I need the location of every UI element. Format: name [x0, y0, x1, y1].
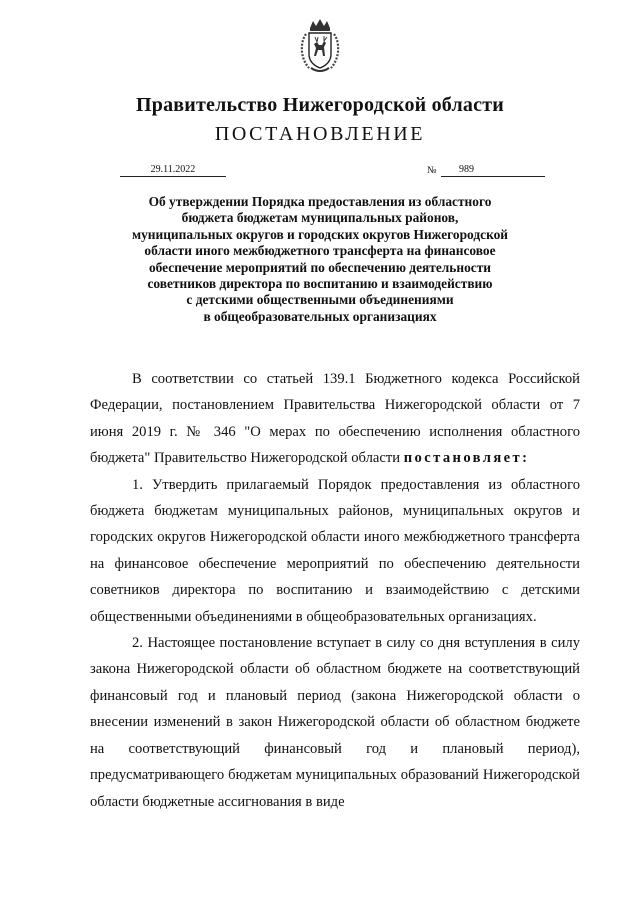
document-number-field [441, 164, 545, 177]
subject-line: бюджета бюджетам муниципальных районов, [181, 210, 459, 226]
item-1-paragraph: 1. Утвердить прилагаемый Порядок предоставления из областного бюджета бюджетам муниципальных районов, муниципальных округов и городских округов Нижегородской области иного межбюджетного трансферта на финансовое обеспечение мероприятий по обеспечению деятельности советников директора по воспитанию и взаимодействию с детскими общественными объединениями в общеобразовательных организациях. [90, 476, 580, 625]
subject-line: с детскими общественными объединениями [186, 292, 454, 308]
subject-line: обеспечение мероприятий по обеспечению деятельности [148, 259, 492, 275]
decree-word: постановляет: [403, 450, 530, 467]
government-title: Правительство Нижегородской области [136, 94, 504, 116]
document-number: 989 [459, 164, 474, 175]
subject-line: Об утверждении Порядка предоставления из областного [148, 194, 492, 209]
subject-line: в общеобразовательных организациях [203, 308, 437, 324]
document-date: 29.11.2022 [120, 164, 226, 177]
subject-line: области иного межбюджетного трансферта на финансовое [144, 243, 496, 259]
preamble-text: В соответствии со статьей 139.1 Бюджетного кодекса Российской Федерации, постановлением Правительства Нижегородской области от 7 июня 2019 г. № 346 "О мерах по обеспечению исполнения областного бюджета" Правительство Нижегородской области [90, 371, 580, 467]
item-2-paragraph: 2. Настоящее постановление вступает в силу со дня вступления в силу закона Нижегородской области об областном бюджете на соответствующий финансовый год и плановый период (закона Нижегородской области о внесении изменений в закон Нижегородской области об областном бюджете на соответствующий финансовый год и плановый период), предусматривающего бюджетам муниципальных образований Нижегородской области бюджетные ассигнования в виде [90, 635, 580, 810]
subject-line: советников директора по воспитанию и взаимодействию [147, 276, 493, 292]
subject-line: муниципальных округов и городских округов Нижегородской [131, 226, 509, 242]
document-body [90, 366, 580, 815]
document-subject [90, 194, 550, 325]
document-type: ПОСТАНОВЛЕНИЕ [214, 123, 426, 145]
preamble-paragraph [90, 366, 580, 472]
number-label: № [427, 165, 437, 176]
coat-of-arms-icon [297, 18, 343, 76]
